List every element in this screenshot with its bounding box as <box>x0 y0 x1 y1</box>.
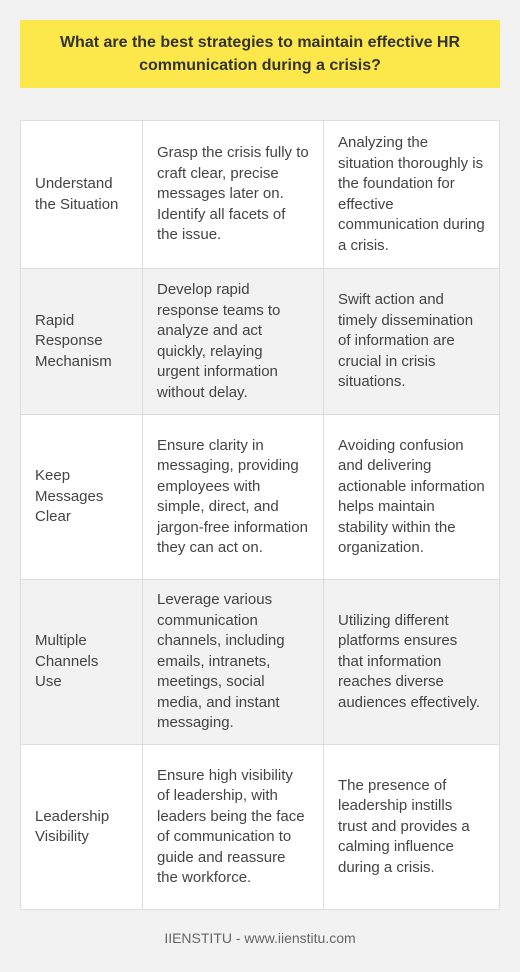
strategy-cell: Leadership Visibility <box>21 745 143 909</box>
rationale-cell: Swift action and timely dissemination of information are crucial in crisis situations. <box>338 291 474 391</box>
page-title: What are the best strategies to maintain effective HR communication during a crisis? <box>20 20 500 88</box>
rationale-cell: Utilizing different platforms ensures that information reaches diverse audiences effectively. <box>338 611 481 711</box>
footer-credit: IIENSTITU - www.iienstitu.com <box>164 930 356 946</box>
strategy-cell: Keep Messages Clear <box>21 415 143 579</box>
action-cell: Ensure clarity in messaging, providing employees with simple, direct, and jargon-free information they can act on. <box>143 415 324 579</box>
strategies-table <box>20 120 500 910</box>
rationale-cell: The presence of leadership instills trust and provides a calming influence during a crisis. <box>338 776 470 876</box>
action-cell: Ensure high visibility of leadership, with leaders being the face of communication to guide and reassure the workforce. <box>143 745 324 909</box>
rationale-cell: Analyzing the situation thoroughly is the foundation for effective communication during a crisis. <box>338 134 485 254</box>
table-row <box>21 580 499 745</box>
action-cell: Grasp the crisis fully to craft clear, precise messages later on. Identify all facets of the issue. <box>143 121 324 268</box>
action-cell: Develop rapid response teams to analyze and act quickly, relaying urgent information without delay. <box>143 269 324 414</box>
table-row <box>21 121 499 269</box>
strategy-cell: Understand the Situation <box>21 121 143 268</box>
table-row <box>21 269 499 415</box>
table-row <box>21 745 499 909</box>
table-row <box>21 415 499 580</box>
strategy-cell: Rapid Response Mechanism <box>21 269 143 414</box>
strategy-cell: Multiple Channels Use <box>21 580 143 744</box>
action-cell: Leverage various communication channels, including emails, intranets, meetings, social media, and instant messaging. <box>143 580 324 744</box>
rationale-cell: Avoiding confusion and delivering actionable information helps maintain stability within the organization. <box>338 436 485 556</box>
